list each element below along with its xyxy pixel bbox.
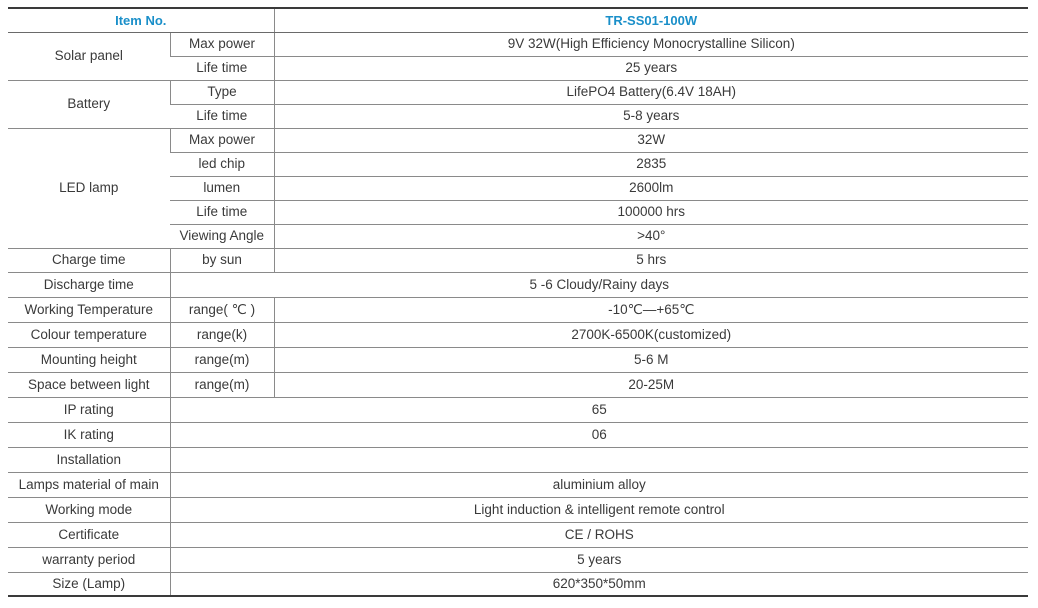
- table-row: [8, 80, 1028, 104]
- led-max-power-value: 32W: [274, 128, 1028, 152]
- lamp-material-value: aluminium alloy: [170, 472, 1028, 497]
- model-number: TR-SS01-100W: [274, 8, 1028, 32]
- warranty-label: warranty period: [8, 547, 170, 572]
- working-mode-value: Light induction & intelligent remote control: [170, 497, 1028, 522]
- space-between-value: 20-25M: [274, 372, 1028, 397]
- table-row: [8, 447, 1028, 472]
- table-row: [8, 472, 1028, 497]
- ik-rating-label: IK rating: [8, 422, 170, 447]
- battery-type-value: LifePO4 Battery(6.4V 18AH): [274, 80, 1028, 104]
- table-row: [8, 272, 1028, 297]
- working-temperature-value: -10℃—+65℃: [274, 297, 1028, 322]
- solar-panel-label: Solar panel: [8, 32, 170, 80]
- solar-life-time-value: 25 years: [274, 56, 1028, 80]
- led-max-power-label: Max power: [170, 128, 274, 152]
- solar-max-power-value: 9V 32W(High Efficiency Monocrystalline Silicon): [274, 32, 1028, 56]
- table-row: [8, 497, 1028, 522]
- installation-label: Installation: [8, 447, 170, 472]
- table-row: [8, 248, 1028, 272]
- working-mode-label: Working mode: [8, 497, 170, 522]
- colour-temperature-value: 2700K-6500K(customized): [274, 322, 1028, 347]
- mounting-height-value: 5-6 M: [274, 347, 1028, 372]
- solar-max-power-label: Max power: [170, 32, 274, 56]
- warranty-value: 5 years: [170, 547, 1028, 572]
- mounting-height-sub-label: range(m): [170, 347, 274, 372]
- item-no-label: Item No.: [8, 8, 274, 32]
- table-row: [8, 572, 1028, 596]
- size-value: 620*350*50mm: [170, 572, 1028, 596]
- table-row: [8, 347, 1028, 372]
- certificate-label: Certificate: [8, 522, 170, 547]
- ik-rating-value: 06: [170, 422, 1028, 447]
- table-row: [8, 422, 1028, 447]
- solar-life-time-label: Life time: [170, 56, 274, 80]
- battery-life-time-label: Life time: [170, 104, 274, 128]
- table-row: [8, 128, 1028, 152]
- charge-time-value: 5 hrs: [274, 248, 1028, 272]
- colour-temperature-label: Colour temperature: [8, 322, 170, 347]
- table-row: [8, 522, 1028, 547]
- led-lumen-value: 2600lm: [274, 176, 1028, 200]
- charge-time-label: Charge time: [8, 248, 170, 272]
- led-chip-value: 2835: [274, 152, 1028, 176]
- discharge-time-value: 5 -6 Cloudy/Rainy days: [170, 272, 1028, 297]
- size-label: Size (Lamp): [8, 572, 170, 596]
- table-row: [8, 397, 1028, 422]
- led-lumen-label: lumen: [170, 176, 274, 200]
- led-angle-value: >40°: [274, 224, 1028, 248]
- mounting-height-label: Mounting height: [8, 347, 170, 372]
- space-between-label: Space between light: [8, 372, 170, 397]
- battery-label: Battery: [8, 80, 170, 128]
- table-row: [8, 32, 1028, 56]
- led-chip-label: led chip: [170, 152, 274, 176]
- table-row: [8, 297, 1028, 322]
- ip-rating-label: IP rating: [8, 397, 170, 422]
- table-row: [8, 322, 1028, 347]
- battery-type-label: Type: [170, 80, 274, 104]
- working-temperature-label: Working Temperature: [8, 297, 170, 322]
- certificate-value: CE / ROHS: [170, 522, 1028, 547]
- installation-value: [170, 447, 1028, 472]
- header-row: [8, 8, 1028, 32]
- colour-temperature-sub-label: range(k): [170, 322, 274, 347]
- charge-time-sub-label: by sun: [170, 248, 274, 272]
- working-temperature-sub-label: range( ℃ ): [170, 297, 274, 322]
- ip-rating-value: 65: [170, 397, 1028, 422]
- spec-table: [8, 7, 1028, 597]
- battery-life-time-value: 5-8 years: [274, 104, 1028, 128]
- table-row: [8, 547, 1028, 572]
- led-lamp-label: LED lamp: [8, 128, 170, 248]
- led-life-time-value: 100000 hrs: [274, 200, 1028, 224]
- lamp-material-label: Lamps material of main: [8, 472, 170, 497]
- space-between-sub-label: range(m): [170, 372, 274, 397]
- table-row: [8, 372, 1028, 397]
- led-angle-label: Viewing Angle: [170, 224, 274, 248]
- discharge-time-label: Discharge time: [8, 272, 170, 297]
- led-life-time-label: Life time: [170, 200, 274, 224]
